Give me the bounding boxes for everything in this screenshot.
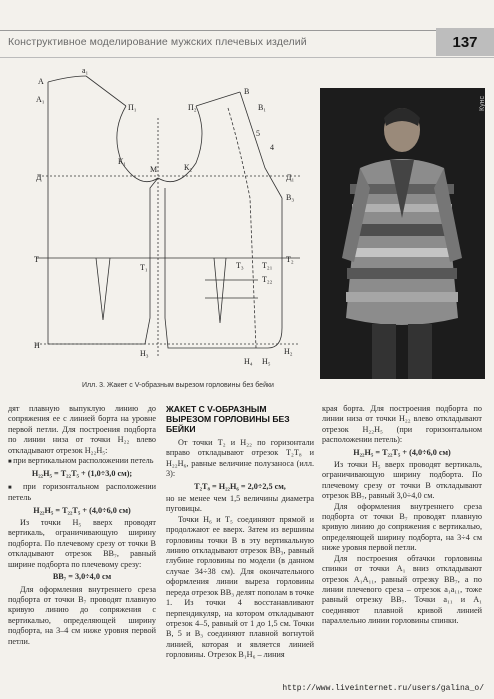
label-H5: Н₅ <box>262 357 271 366</box>
formula: Н₂₂Н₅ = Т₂₂Т₅ + (1,0÷3,0 см); <box>31 469 133 479</box>
back-dart <box>96 258 110 320</box>
section-heading: ЖАКЕТ С V-ОБРАЗНЫМ ВЫРЕЗОМ ГОРЛОВИНЫ БЕЗ БЕЙКИ <box>166 404 290 434</box>
label-H2: Н₂ <box>284 347 293 356</box>
figure-caption: Илл. 3. Жакет с V-образным вырезом горловины без бейки <box>82 382 274 389</box>
paragraph: Точки Н₆ и Т₅ соединяют прямой и продолжают ее вверх. Затем из вершины горловины точки В в эту вертикальную линию откладывают отрезок ВВ₃, равный глубине горловины по модели (в данном случае 34÷38 см). Для окончательного оформления линии выреза горловины переда отрезок ВВ₃ делят пополам в точке 1. Из точки 4 восстанавливают перпендикуляр, на котором откладывают отрезок 4–5, равный от 1 до 1,5 см. Точки В, 5 и В₃ соединяют плавной вогнутой линией, которая и является линией горловины. Отрезок В₁Н₆ – линия <box>166 514 314 660</box>
pattern-drawing <box>0 58 320 380</box>
label-B: В <box>244 87 250 96</box>
label-T2: Т₂ <box>286 255 294 264</box>
paragraph: Для оформления внутреннего среза подборта от точки В₇ проводят плавную кривую линию до сопряжения с вертикалью, определяющей ширину подборта, на 3÷4 см ниже уровня первой петли. <box>322 501 482 553</box>
label-K2: К₂ <box>184 163 193 172</box>
back-shoulder <box>86 76 126 106</box>
front-armhole <box>158 106 202 182</box>
back-neckline <box>48 76 86 82</box>
label-P2: П₂ <box>188 103 197 112</box>
photo-caption: Кунс <box>479 96 486 111</box>
paragraph: Для построения обтачки горловины спинки от точки А₁ вниз откладывают отрезок А₁А₁₁, равный отрезку ВВ₇, а по линии плечевого среза – отрезок а₁а₁₁, тоже равный отрезку ВВ₇. Точки а₁₁ и А₁ соединяют плавной кривой линией параллельно линии горловины спинки. <box>322 553 482 626</box>
text-column-1 <box>8 404 156 647</box>
text-column-2 <box>166 404 314 661</box>
footer-url: http://www.liveinternet.ru/users/galina_o/ <box>282 684 484 693</box>
front-shoulder <box>196 92 240 106</box>
label-H4: Н₄ <box>244 357 253 366</box>
running-header: Конструктивное моделирование мужских плечевых изделий <box>8 36 307 48</box>
paragraph: От точки Т₂ и Н₂₂ по горизонтали вправо откладывают отрезок Т₂Т₈ и Н₂₂Н₆, равные величине полузаноса (илл. 3): <box>166 438 314 479</box>
paragraph: края борта. Для построения подборта по линии низа от точки Н₂₂ влево откладывают отрезок Н₂₂Н₅ (при горизонтальном расположении петель): <box>322 404 482 445</box>
label-P1: П₁ <box>128 103 137 112</box>
model-photo <box>320 88 485 379</box>
back-outline <box>48 82 145 344</box>
text-column-3 <box>322 404 482 627</box>
paragraph: дят плавную выпуклую линию до сопряжения ее с линией борта на уровне первой петли. Для построения подборта по линии низа от точки Н₂₂ влево откладывают отрезок Н₂₂Н₅: <box>8 404 156 455</box>
label-a1: а₁ <box>82 66 89 75</box>
formula: ВВ₇ = 3,0÷4,0 см <box>52 572 112 582</box>
label-A: А <box>38 77 44 86</box>
label-M: М <box>150 165 158 174</box>
label-T1: Т₁ <box>140 263 148 272</box>
label-B3: В₃ <box>286 193 295 202</box>
facing-line <box>228 108 256 348</box>
paragraph: Для оформления внутреннего среза подборта от точки В₇ проводят плавную кривую линию до сопряжения с вертикалью, определяющей ширину подборта, на 3–4 см ниже уровня первой петли. <box>8 584 156 646</box>
formula: Н₂₂Н₅ = Т₂₂Т₅ + (4,0÷6,0 см) <box>353 447 451 457</box>
label-K1: К₁ <box>118 157 127 166</box>
back-side-seam <box>145 178 158 344</box>
label-H: Н <box>34 341 40 350</box>
formula: Т₂Т₈ = Н₂₂Н₆ = 2,0÷2,5 см, <box>194 481 286 491</box>
label-H3: Н₃ <box>140 349 149 358</box>
label-D1: Д₁ <box>286 173 295 182</box>
label-D: Д <box>36 173 42 182</box>
paragraph: Из точки Н₅ вверх проводят вертикаль, ограничивающую ширину подборта. По плечевому срезу от точки В откладывают отрезок ВВ₇, равный 3,0÷4,0 см. <box>322 460 482 501</box>
jacket-illustration <box>320 88 485 379</box>
paragraph: но не менее чем 1,5 величины диаметра пуговицы. <box>166 494 314 514</box>
label-T: Т <box>34 255 39 264</box>
label-T21: Т₂₁ <box>262 261 273 270</box>
label-n5: 5 <box>256 129 260 138</box>
label-T22: Т₂₂ <box>262 275 273 284</box>
formula: Н₂₂Н₅ = Т₂₂Т₅ + (4,0÷6,0 см) <box>33 505 131 515</box>
label-n4: 4 <box>270 143 274 152</box>
label-B1: В₁ <box>258 103 267 112</box>
front-dart <box>214 258 226 323</box>
label-T3: Т₃ <box>236 261 244 270</box>
paragraph: ■ при вертикальном расположении петель <box>8 456 156 467</box>
page-number: 137 <box>436 28 494 56</box>
paragraph: Из точки Н₅ вверх проводят вертикаль, ограничивающую ширину подборта. По плечевому срезу от точки В откладывают отрезок ВВ₇, равный ширине подборта по плечевому срезу: <box>8 518 156 569</box>
label-A1: А₁ <box>36 95 45 104</box>
paragraph: ■ при горизонтальном расположении петель <box>8 482 156 504</box>
